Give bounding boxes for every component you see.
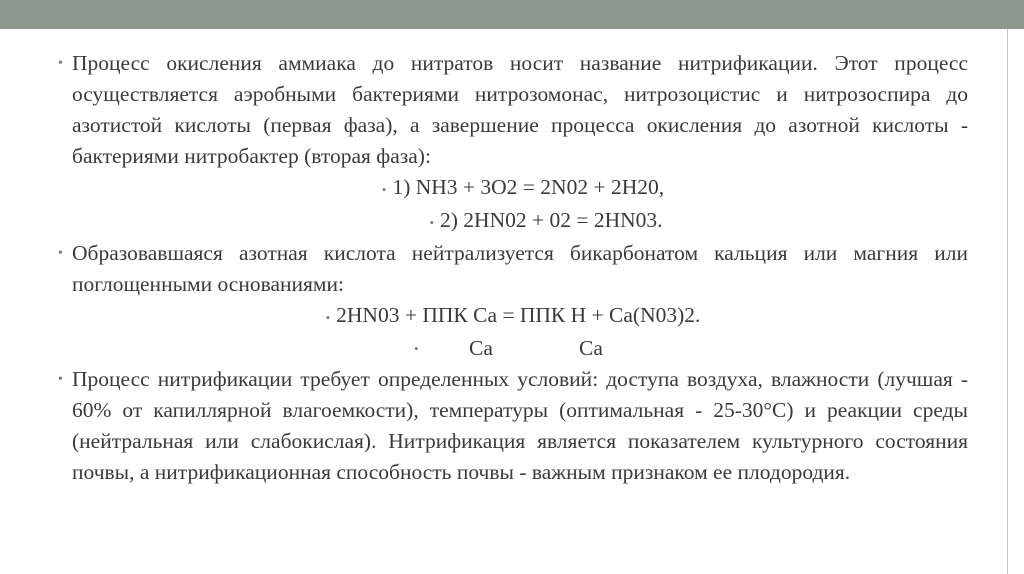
equation-phase-two	[58, 205, 968, 238]
calcium-label-right: Са	[579, 336, 603, 360]
equation-text: 1) NH3 + 3O2 = 2N02 + 2H20,	[392, 175, 665, 199]
bullet-icon: •	[58, 372, 63, 387]
bullet-icon: •	[414, 341, 419, 356]
slide-content	[58, 48, 968, 488]
equation-text: 2) 2HN02 + 02 = 2HN03.	[440, 208, 663, 232]
paragraph-conditions	[58, 364, 968, 488]
equation-calcium-subscripts	[58, 333, 968, 364]
paragraph-text: Образовавшаяся азотная кислота нейтрализуется бикарбонатом кальция или магния или поглощенными основаниями:	[72, 241, 968, 296]
equation-phase-one	[58, 172, 968, 205]
bullet-icon: •	[58, 246, 63, 261]
bullet-icon: •	[429, 215, 435, 230]
bullet-icon: •	[325, 310, 331, 325]
slide-right-border	[1007, 29, 1008, 574]
paragraph-neutralization	[58, 238, 968, 300]
slide-header-bar	[0, 0, 1024, 29]
equation-text: 2HN03 + ППК Са = ППК Н + Са(N03)2.	[336, 303, 701, 327]
paragraph-text: Процесс нитрификации требует определенных условий: доступа воздуха, влажности (лучшая - 60% от капиллярной влагоемкости), температуры (оптимальная - 25-30°С) и реакции среды (нейтральная или слабокислая). Нитрификация является показателем культурного состояния почвы, а нитрификационная способность почвы - важным признаком ее плодородия.	[72, 367, 968, 484]
bullet-icon: •	[381, 182, 387, 197]
calcium-label-left: Са	[469, 336, 493, 360]
equation-neutralization	[58, 300, 968, 333]
paragraph-text: Процесс окисления аммиака до нитратов носит название нитрификации. Этот процесс осуществляется аэробными бактериями нитрозомонас, нитрозоцистис и нитрозоспира до азотистой кислоты (первая фаза), а завершение процесса окисления до азотной кислоты - бактериями нитробактер (вторая фаза):	[72, 51, 968, 168]
paragraph-nitrification-definition	[58, 48, 968, 172]
bullet-icon: •	[58, 56, 63, 71]
